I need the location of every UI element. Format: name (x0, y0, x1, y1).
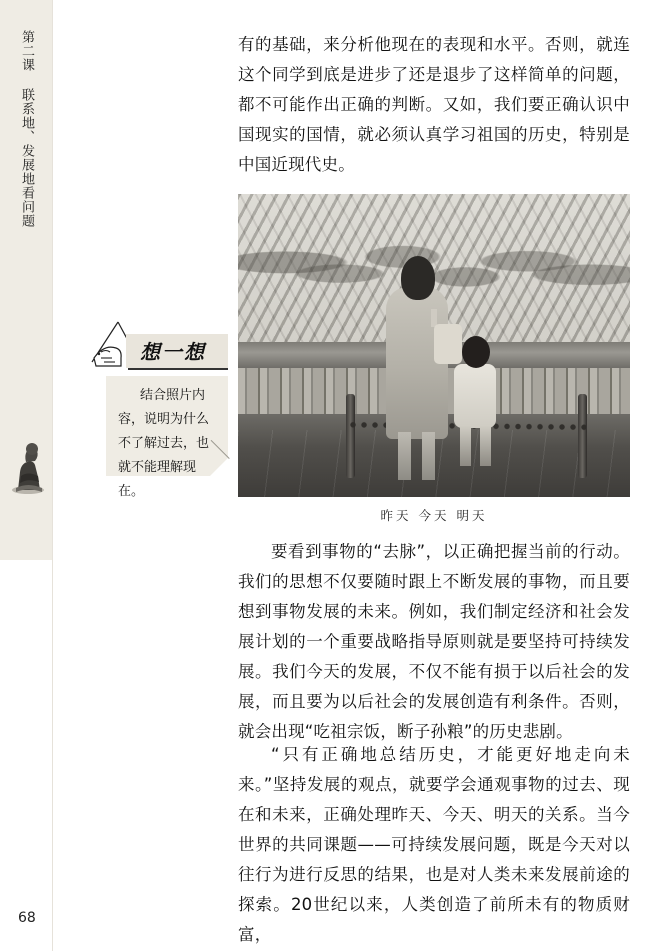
photo-child-leg-right (480, 426, 491, 466)
paragraph-1: 有的基础，来分析他现在的表现和水平。否则，就连这个同学到底是进步了还是退步了这样简单的问题，都不可能作出正确的判断。又如，我们要正确认识中国现实的国情，就必须认真学习祖国的历史，特别是中国近现代史。 (238, 35, 630, 174)
left-sidebar-strip (0, 0, 53, 951)
folded-corner (210, 458, 228, 476)
think-body-text: 结合照片内容，说明为什么不了解过去，也就不能理解现在。 (106, 376, 228, 476)
photo-child-leg-left (460, 426, 471, 466)
photo-woman-leg-right (422, 432, 435, 480)
think-title: 想一想 (140, 340, 206, 364)
thinker-statue-icon (8, 432, 48, 494)
think-title-underline (128, 368, 228, 370)
photo-child-head (462, 336, 490, 368)
figure-photo (238, 194, 630, 497)
photo-woman-leg-left (398, 432, 411, 480)
chapter-tab-label: 第二课 联系地、发展地看问题 (19, 30, 34, 228)
photo-woman-head (401, 256, 435, 300)
paragraph-3: “只有正确地总结历史，才能更好地走向未来。”坚持发展的观点，就要学会通观事物的过去、现在和未来，正确处理昨天、今天、明天的关系。当今世界的共同课题——可持续发展问题，既是今天对以往行为进行反思的结果，也是对人类未来发展前途的探索。20世纪以来，人类创造了前所未有的物质财富， (238, 745, 630, 944)
photo-child-body (454, 364, 496, 428)
main-text-column (238, 0, 630, 951)
think-about-box (88, 318, 228, 499)
figure-caption: 昨天 今天 明天 (380, 508, 488, 523)
photo-shoulder-bag (434, 324, 462, 364)
paragraph-2: 要看到事物的“去脉”，以正确把握当前的行动。我们的思想不仅要随时跟上不断发展的事物，而且要想到事物发展的未来。例如，我们制定经济和社会发展计划的一个重要战略指导原则就是要坚持可持续发展。我们今天的发展，不仅不能有损于以后社会的发展，而且要为以后社会的发展创造有利条件。否则，就会出现“吃祖宗饭，断子孙粮”的历史悲剧。 (238, 542, 630, 741)
page-number: 68 (18, 910, 36, 926)
